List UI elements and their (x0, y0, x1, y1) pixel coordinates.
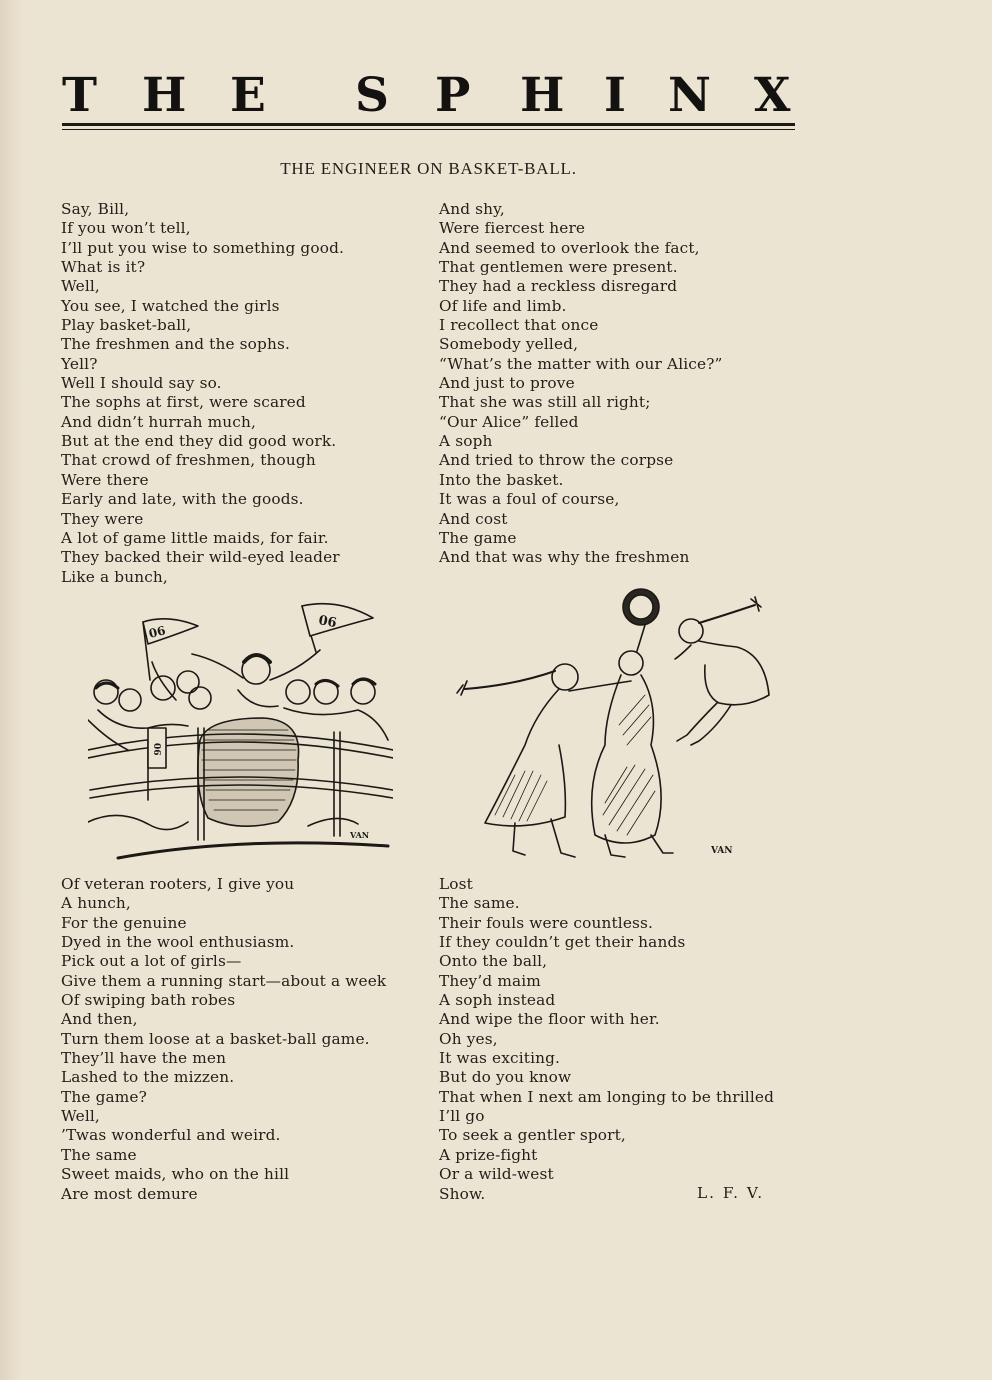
masthead-letter: E (230, 68, 266, 123)
poem-line: What is it? (61, 258, 146, 277)
poem-line: Say, Bill, (61, 200, 130, 218)
masthead-rule-thick (62, 123, 795, 126)
poem-line: That when I next am longing to be thrilled (439, 1087, 775, 1106)
poem-line: Dyed in the wool enthusiasm. (61, 933, 295, 952)
masthead-letter: N (668, 68, 711, 123)
poem-line: Pick out a lot of girls— (61, 952, 242, 971)
masthead-title (62, 66, 802, 126)
poem-line: Give them a running start—about a week (61, 971, 387, 990)
poem-line: For the genuine (61, 913, 187, 932)
poem-line: But at the end they did good work. (61, 432, 337, 451)
poem-line: Somebody yelled, (439, 335, 579, 354)
poem-line: The freshmen and the sophs. (61, 335, 290, 354)
poem-line: Of veteran rooters, I give you (61, 875, 295, 893)
poem-line: Lost (439, 875, 473, 893)
poem-line: They backed their wild-eyed leader (61, 548, 340, 567)
poem-line: Well, (61, 1107, 100, 1126)
poem-line: And then, (61, 1010, 138, 1029)
poem-line: A prize-fight (439, 1145, 538, 1164)
poem-line: They’ll have the men (61, 1049, 227, 1068)
masthead-letter: X (754, 68, 791, 123)
poem-line: Of swiping bath robes (61, 991, 236, 1010)
poem-line: Well I should say so. (61, 374, 222, 393)
poem-line: It was a foul of course, (439, 490, 620, 509)
poem-line: A soph instead (439, 991, 556, 1010)
poem-title: THE ENGINEER ON BASKET-BALL. (280, 159, 577, 178)
poem-line: The sophs at first, were scared (61, 393, 306, 412)
masthead-letter: H (520, 68, 565, 123)
poem-line: Turn them loose at a basket-ball game. (61, 1029, 370, 1048)
poem-line: That gentlemen were present. (439, 258, 678, 277)
masthead-rule-thin (62, 129, 795, 130)
poem-line: They were (61, 509, 144, 528)
poem-column-bottom-left (61, 875, 386, 1204)
rail-banner-label: 06 (151, 743, 161, 756)
poem-line: You see, I watched the girls (61, 296, 280, 315)
poem-line: And seemed to overlook the fact, (439, 238, 700, 257)
poem-line: They’d maim (439, 971, 541, 990)
poem-line: “Our Alice” felled (439, 412, 579, 431)
artist-mark-right: VAN (711, 846, 733, 856)
poem-line: Of life and limb. (439, 296, 567, 315)
artist-mark-left: VAN (350, 830, 370, 840)
poem-column-top-left (61, 200, 344, 587)
poem-line: “What’s the matter with our Alice?” (439, 354, 723, 373)
poem-line: I’ll go (439, 1107, 485, 1126)
pennant-left-label: 06 (147, 623, 167, 641)
poem-line: And didn’t hurrah much, (61, 412, 257, 431)
poem-line: And cost (439, 509, 508, 528)
poem-line: The game (439, 528, 517, 547)
poem-line: I recollect that once (439, 316, 599, 335)
masthead-letter: T (62, 68, 97, 123)
poem-column-top-right (439, 200, 723, 568)
poem-line: Well, (61, 277, 100, 296)
poem-line: Show. (439, 1184, 486, 1203)
poem-line: Yell? (61, 354, 98, 373)
poem-line: I’ll put you wise to something good. (61, 238, 345, 257)
poem-line: Lashed to the mizzen. (61, 1068, 235, 1087)
poem-line: And tried to throw the corpse (439, 451, 674, 470)
poem-line: And shy, (439, 200, 505, 218)
poem-line: A hunch, (61, 894, 131, 913)
poem-line: It was exciting. (439, 1049, 561, 1068)
poem-line: Were fiercest here (439, 219, 586, 238)
masthead-letter: P (435, 68, 471, 123)
poem-line: A lot of game little maids, for fair. (61, 528, 329, 547)
poem-line: Sweet maids, who on the hill (61, 1165, 290, 1184)
poem-line: That she was still all right; (439, 393, 651, 412)
poem-line: Like a bunch, (61, 567, 168, 586)
page-edge-shade (0, 0, 22, 1380)
players-fighting-illustration (455, 585, 775, 865)
poem-line: And wipe the floor with her. (439, 1010, 660, 1029)
pennant-right-label: 06 (317, 613, 338, 632)
poem-line: That crowd of freshmen, though (61, 451, 316, 470)
poem-line: Are most demure (61, 1184, 198, 1203)
poem-line: And that was why the freshmen (439, 548, 690, 567)
poem-line: Or a wild-west (439, 1165, 554, 1184)
poem-line: Oh yes, (439, 1029, 498, 1048)
poem-line: The same (61, 1145, 137, 1164)
poem-line: They had a reckless disregard (439, 277, 678, 296)
poem-line: Were there (61, 470, 149, 489)
masthead-letter: H (142, 68, 187, 123)
poem-column-bottom-right (439, 875, 774, 1204)
masthead-letter: I (604, 68, 626, 123)
poem-line: Early and late, with the goods. (61, 490, 304, 509)
poem-line: A soph (439, 432, 493, 451)
poem-line: If you won’t tell, (61, 219, 191, 238)
poem-line: To seek a gentler sport, (439, 1126, 626, 1145)
poem-line: But do you know (439, 1068, 572, 1087)
poem-line: Onto the ball, (439, 952, 548, 971)
poem-line: And just to prove (439, 374, 575, 393)
poem-line: Into the basket. (439, 470, 564, 489)
cheering-crowd-illustration (88, 600, 393, 862)
poem-line: Their fouls were countless. (439, 913, 654, 932)
poem-line: ’Twas wonderful and weird. (61, 1126, 281, 1145)
poem-line: If they couldn’t get their hands (439, 933, 686, 952)
masthead-letter: S (355, 68, 389, 123)
poem-line: The same. (439, 894, 520, 913)
poem-line: The game? (61, 1087, 147, 1106)
author-signature: L. F. V. (697, 1184, 765, 1202)
poem-line: Play basket-ball, (61, 316, 192, 335)
